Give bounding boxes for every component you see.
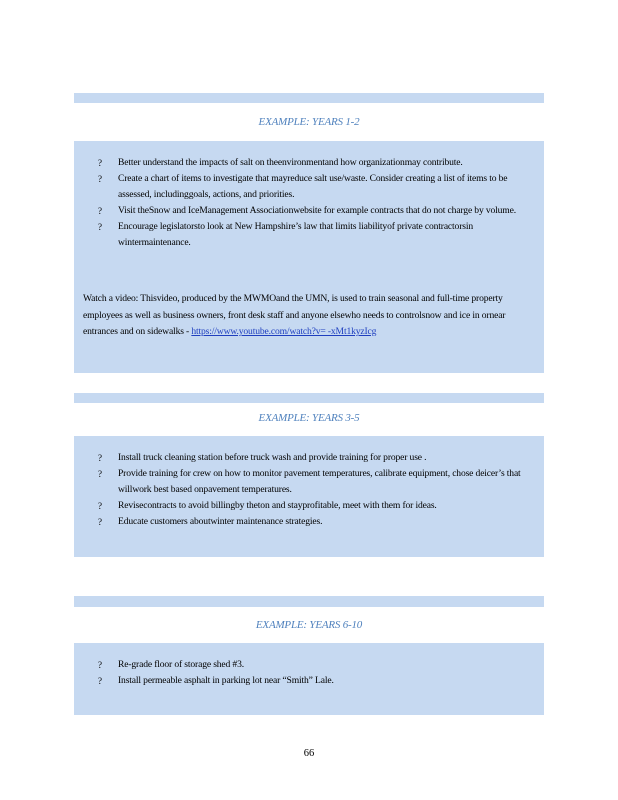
section-box-years-3-5 bbox=[74, 436, 544, 557]
bullet-glyph: ? bbox=[98, 222, 102, 232]
list-item: ? Install permeable asphalt in parking lot near “Smith” Lale. bbox=[98, 673, 528, 689]
bullet-glyph: ? bbox=[98, 676, 102, 686]
bullet-glyph: ? bbox=[98, 158, 102, 168]
bullet-glyph: ? bbox=[98, 660, 102, 670]
bullet-list bbox=[98, 155, 528, 251]
list-item: ? Visit theSnow and IceManagement Associationwebsite for example contracts that do not charge by volume. bbox=[98, 203, 528, 219]
bullet-glyph: ? bbox=[98, 206, 102, 216]
section-divider-bar bbox=[74, 596, 544, 607]
list-item: ? Revisecontracts to avoid billingby theton and stayprofitable, meet with them for ideas. bbox=[98, 498, 528, 514]
list-item: ? Provide training for crew on how to monitor pavement temperatures, calibrate equipment, chose deicer’s that willwork best based onpavement temperatures. bbox=[98, 468, 521, 495]
section-heading-years-6-10: EXAMPLE: YEARS 6-10 bbox=[255, 619, 363, 631]
bullet-glyph: ? bbox=[98, 453, 102, 463]
bullet-list bbox=[98, 657, 528, 689]
video-paragraph-text: Watch a video: Thisvideo, produced by the MWMOand the UMN, is used to train seasonal and full-time property employees as well as business owners, front desk staff and anyone elsewho needs to controlsnow and ice in ornear entrances and on sidewalks - bbox=[83, 293, 506, 337]
page-number: 66 bbox=[303, 748, 315, 759]
section-divider-bar bbox=[74, 93, 544, 103]
section-box-years-1-2 bbox=[74, 141, 544, 373]
bullet-glyph: ? bbox=[98, 469, 102, 479]
bullet-glyph: ? bbox=[98, 517, 102, 527]
section-box-years-6-10 bbox=[74, 643, 544, 715]
list-item: ? Create a chart of items to investigate that mayreduce salt use/waste. Consider creating a list of items to be assessed, includinggoals, actions, and priorities. bbox=[98, 173, 508, 200]
youtube-video-link[interactable]: https://www.youtube.com/watch?v= -xMt1kyzIcg bbox=[191, 326, 377, 337]
list-item: ? Re-grade floor of storage shed #3. bbox=[98, 657, 528, 673]
list-item: ? Encourage legislatorsto look at New Hampshire’s law that limits liabilityof private contractorsin wintermaintenance. bbox=[98, 221, 473, 248]
bullet-glyph: ? bbox=[98, 174, 102, 184]
section-heading-years-1-2: EXAMPLE: YEARS 1-2 bbox=[258, 116, 360, 128]
section-divider-bar bbox=[74, 393, 544, 403]
bullet-list bbox=[98, 450, 528, 530]
section-heading-years-3-5: EXAMPLE: YEARS 3-5 bbox=[258, 412, 360, 424]
video-paragraph bbox=[83, 291, 535, 341]
list-item: ? Better understand the impacts of salt on theenvironmentand how organizationmay contribute. bbox=[98, 155, 528, 171]
bullet-glyph: ? bbox=[98, 501, 102, 511]
list-item: ? Educate customers aboutwinter maintenance strategies. bbox=[98, 514, 528, 530]
list-item: ? Install truck cleaning station before truck wash and provide training for proper use . bbox=[98, 450, 528, 466]
